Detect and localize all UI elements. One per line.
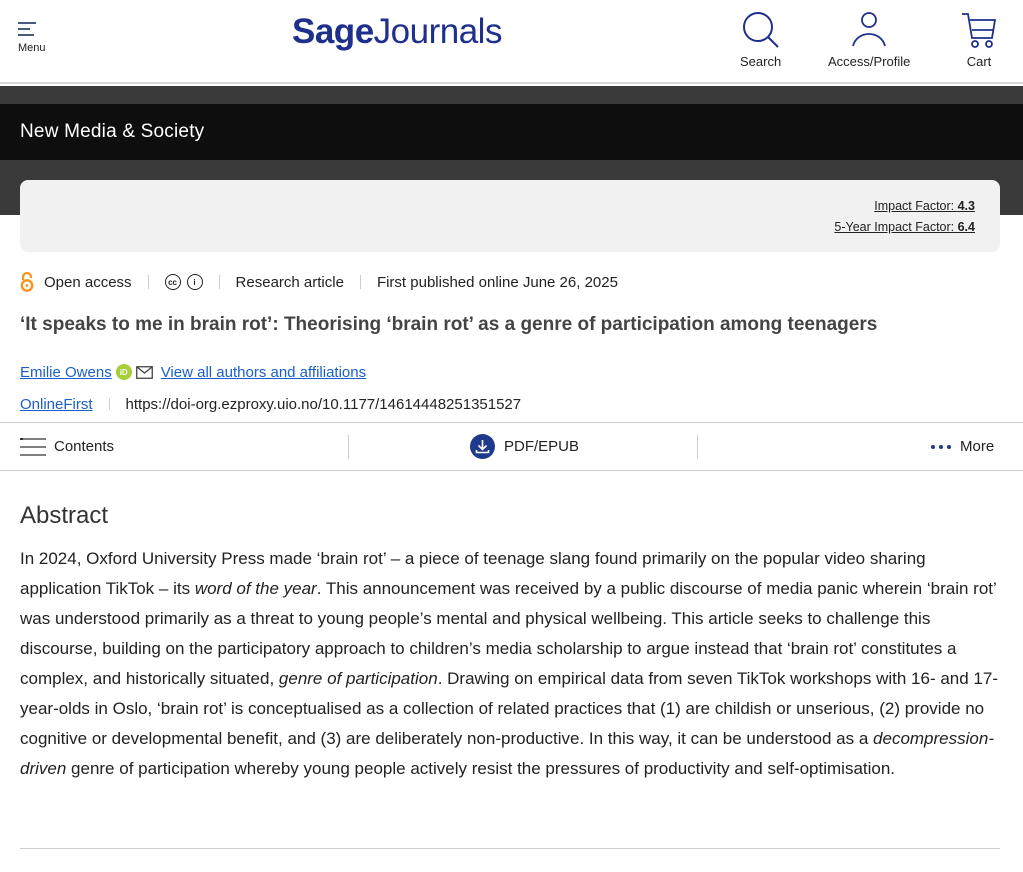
access-profile-button[interactable] [828, 10, 910, 69]
cart-button[interactable] [960, 10, 998, 69]
section-divider [20, 848, 1000, 849]
online-first-link[interactable]: OnlineFirst [20, 395, 93, 413]
view-all-authors-link[interactable]: View all authors and affiliations [160, 363, 367, 381]
banner-band-top [0, 86, 1023, 104]
menu-button[interactable] [18, 20, 58, 54]
toolbar-divider [348, 435, 349, 459]
published-date: First published online June 26, 2025 [376, 273, 618, 291]
cc-icon: cc [165, 274, 181, 290]
doi-url[interactable]: https://doi-org.ezproxy.uio.no/10.1177/14614448251351527 [125, 395, 522, 413]
menu-label: Menu [18, 42, 46, 54]
hamburger-icon [18, 20, 36, 36]
search-label: Search [740, 54, 782, 69]
cart-icon [960, 10, 998, 50]
divider [360, 275, 361, 289]
divider [219, 275, 220, 289]
attribution-icon: i [187, 274, 203, 290]
divider [148, 275, 149, 289]
more-button[interactable] [931, 423, 994, 470]
search-icon [741, 10, 781, 50]
article-title: ‘It speaks to me in brain rot’: Theorising ‘brain rot’ as a genre of participation among teenagers [20, 314, 878, 335]
more-label: More [960, 438, 995, 455]
five-year-impact-factor-link[interactable]: 5-Year Impact Factor: 6.4 [834, 220, 975, 234]
sage-journals-logo[interactable]: SageJournals [292, 12, 502, 51]
author-line [20, 361, 366, 383]
impact-factor-card [20, 180, 1000, 252]
contents-label: Contents [54, 438, 115, 455]
journal-title[interactable]: New Media & Society [20, 121, 205, 142]
doi-line [20, 393, 521, 415]
mail-icon[interactable] [136, 366, 153, 379]
pdf-epub-label: PDF/EPUB [504, 438, 580, 455]
abstract-text: In 2024, Oxford University Press made ‘brain rot’ – a piece of teenage slang found primarily on the popular video sharing application TikTok – its word of the year. This announcement was received by a public discourse of media panic wherein ‘brain rot’ was understood primarily as a threat to young people’s mental and physical wellbeing. This article seeks to challenge this discourse, building on the participatory approach to children’s media scholarship to argue instead that ‘brain rot’ constitutes a complex, and historically situated, genre of participation. Drawing on empirical data from seven TikTok workshops with 16- and 17-year-olds in Oslo, ‘brain rot’ is conceptualised as a collection of related practices that (1) are childish or unserious, (2) provide no cognitive or developmental benefit, and (3) are deliberately non-productive. In this way, it can be understood as a decompression-driven genre of participation whereby young people actively resist the pressures of productivity and self-optimisation. [20, 549, 998, 778]
access-profile-label: Access/Profile [828, 54, 911, 69]
open-access-label: Open access [44, 273, 132, 291]
pdf-epub-button[interactable] [470, 423, 579, 470]
open-access-lock-icon [20, 272, 34, 292]
contents-list-icon [20, 436, 46, 458]
search-button[interactable] [740, 10, 781, 69]
orcid-icon[interactable]: iD [116, 364, 132, 380]
author-link[interactable]: Emilie Owens [20, 363, 112, 381]
journal-banner [0, 104, 1023, 160]
article-toolbar [0, 422, 1023, 471]
cart-label: Cart [966, 54, 992, 69]
site-header [0, 0, 1023, 84]
impact-factor-link[interactable]: Impact Factor: 4.3 [874, 199, 975, 213]
contents-button[interactable] [20, 423, 114, 470]
user-icon [849, 10, 889, 50]
toolbar-divider [697, 435, 698, 459]
more-dots-icon [931, 445, 951, 449]
download-icon [470, 434, 495, 459]
article-meta [20, 271, 618, 293]
article-type: Research article [235, 273, 344, 291]
divider [109, 398, 110, 410]
abstract-heading: Abstract [20, 502, 109, 529]
creative-commons-license[interactable] [165, 274, 203, 290]
